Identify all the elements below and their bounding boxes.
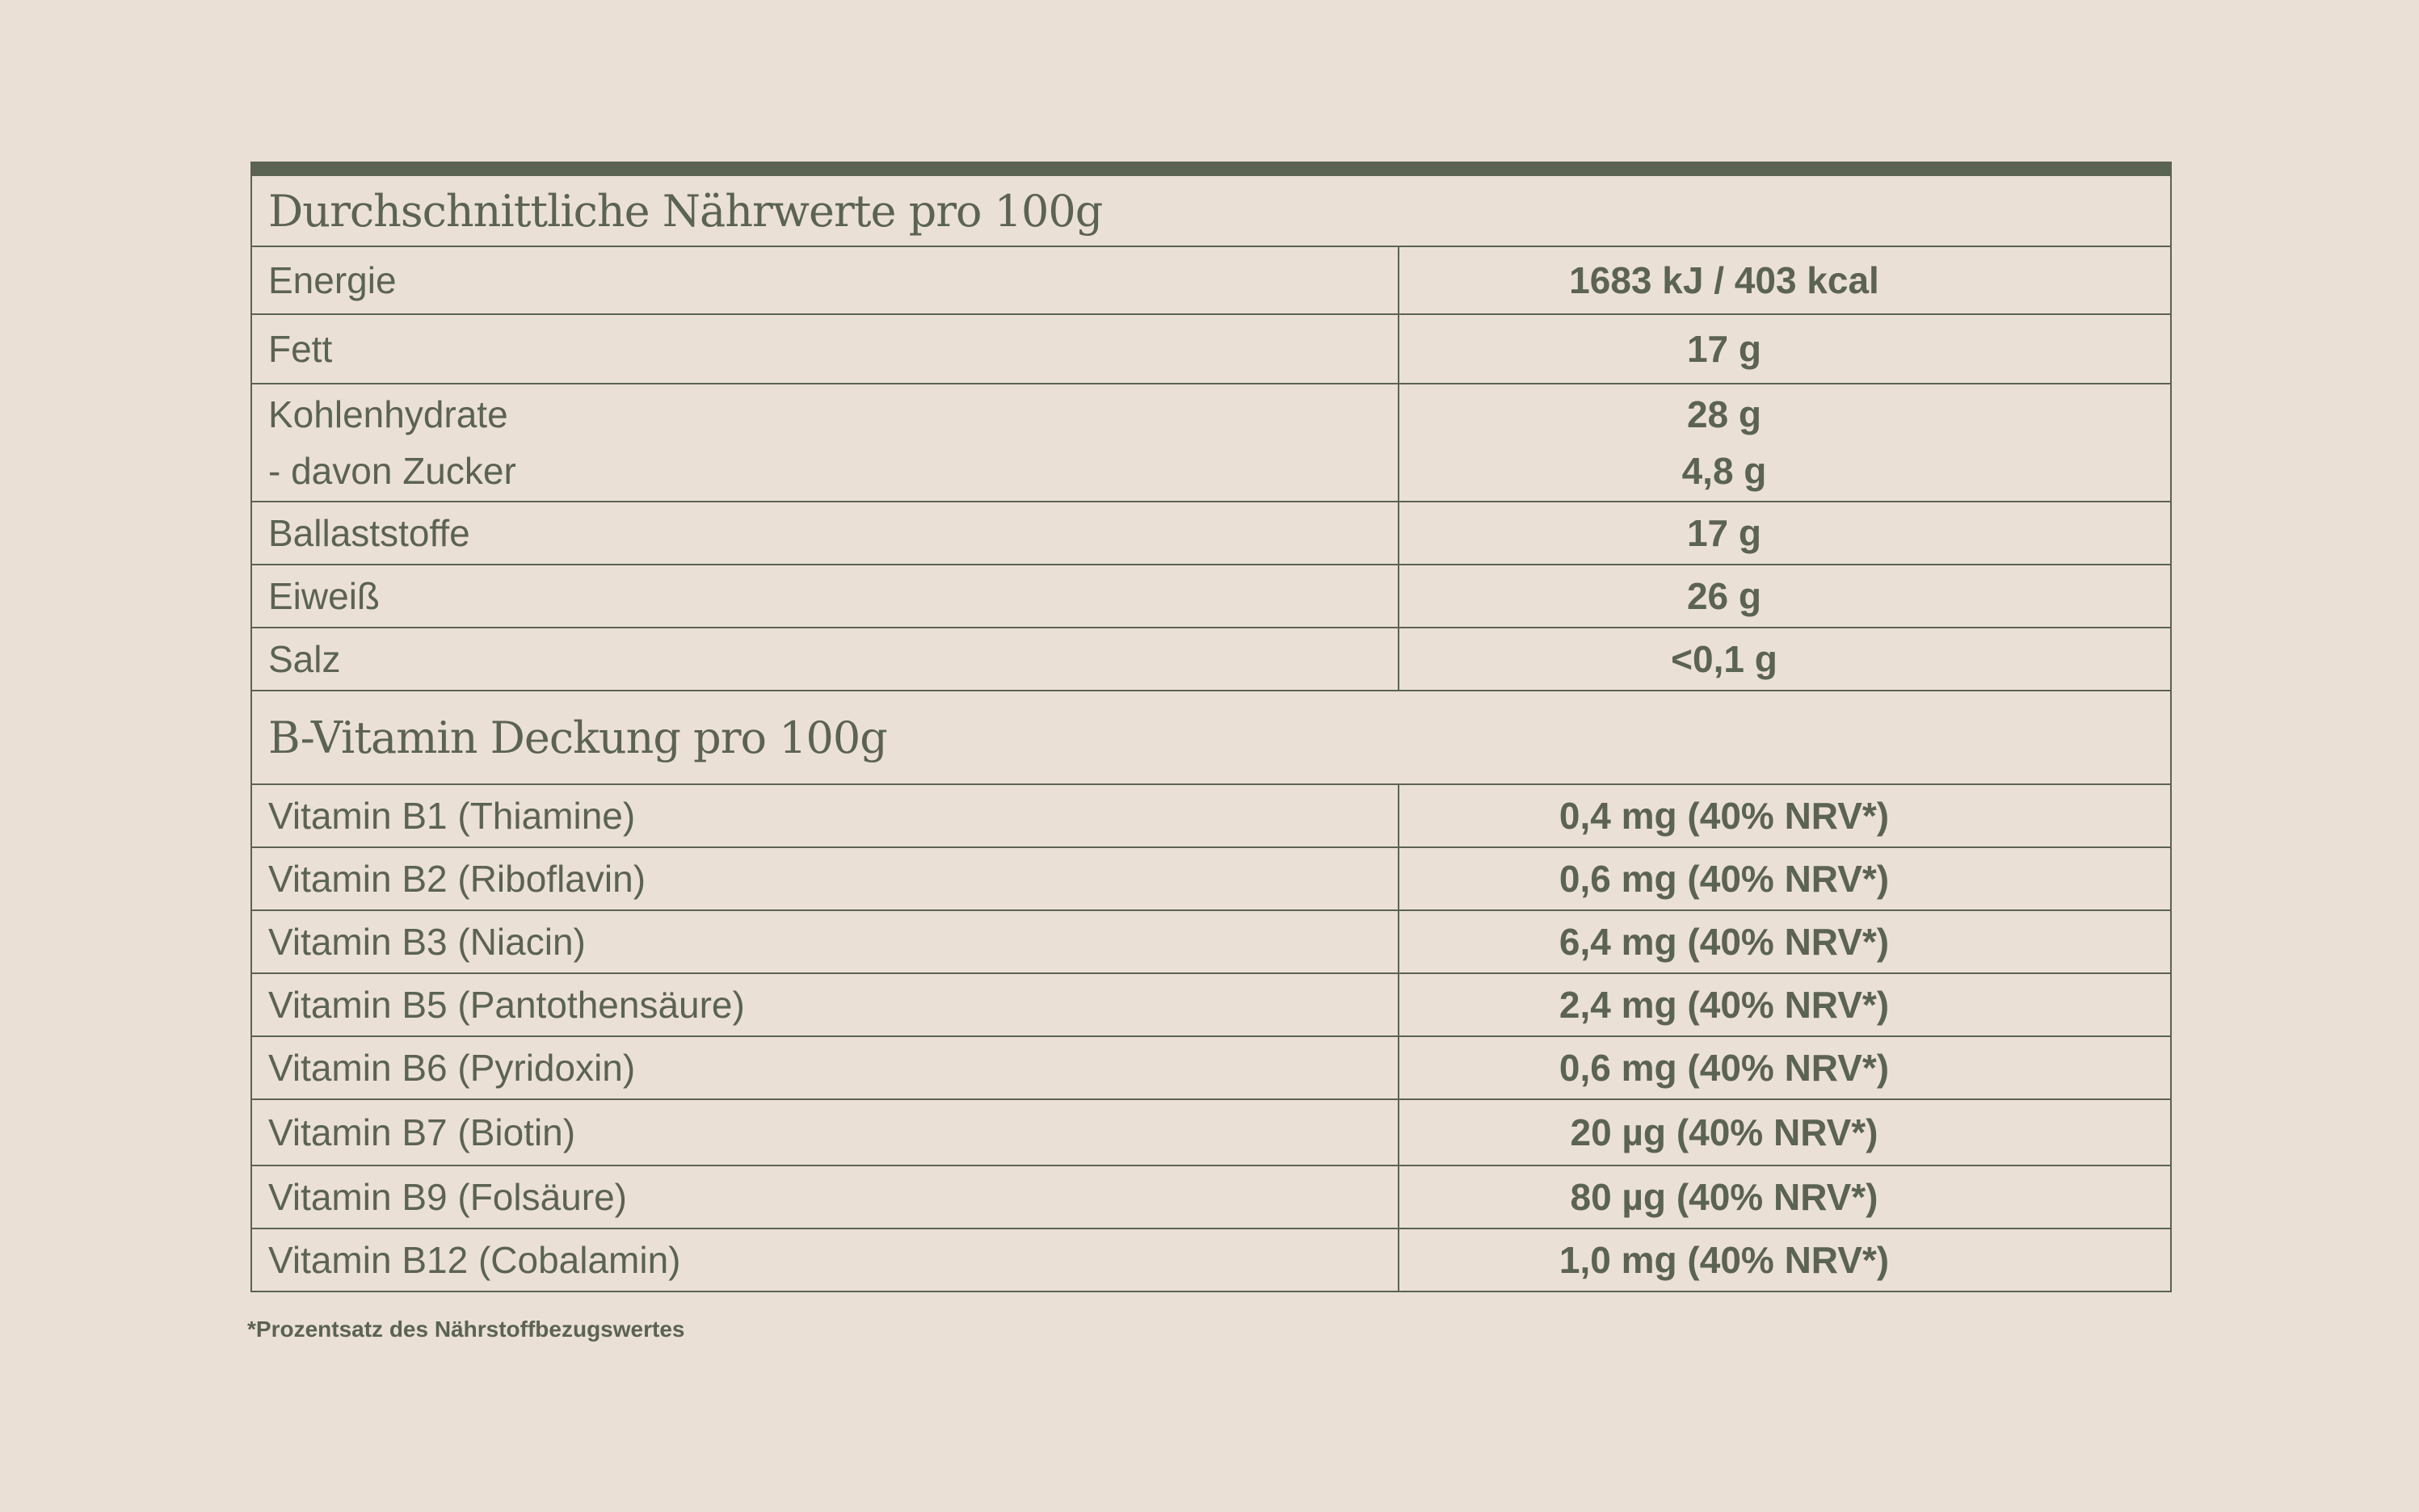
row-label: Vitamin B2 (Riboflavin)	[252, 848, 1399, 909]
row-label: Fett	[252, 315, 1399, 383]
row-value: 0,6 mg (40% NRV*)	[1559, 858, 1890, 900]
row-label-group	[252, 384, 1399, 501]
row-label: Vitamin B6 (Pyridoxin)	[252, 1037, 1399, 1098]
table-row	[252, 848, 2170, 911]
row-value: 6,4 mg (40% NRV*)	[1559, 921, 1890, 963]
table-row	[252, 315, 2170, 384]
row-value: 0,6 mg (40% NRV*)	[1559, 1047, 1890, 1089]
table-row	[252, 502, 2170, 565]
row-label: Salz	[252, 628, 1399, 690]
table-row	[252, 1166, 2170, 1229]
footnote: *Prozentsatz des Nährstoffbezugswertes	[247, 1317, 685, 1342]
table-row	[252, 1037, 2170, 1100]
nutrition-title: Durchschnittliche Nährwerte pro 100g	[252, 176, 2170, 247]
row-sub-label: - davon Zucker	[268, 450, 516, 492]
row-label: Vitamin B12 (Cobalamin)	[252, 1229, 1399, 1291]
row-value-group	[1399, 384, 2170, 501]
table-row	[252, 1229, 2170, 1291]
table-row	[252, 628, 2170, 691]
table-row	[252, 565, 2170, 628]
row-sub-value: 4,8 g	[1681, 450, 1767, 492]
nutrition-table	[250, 162, 2172, 1292]
row-value: 20 µg (40% NRV*)	[1570, 1111, 1878, 1153]
vitamins-title: B-Vitamin Deckung pro 100g	[252, 691, 2170, 785]
table-row	[252, 974, 2170, 1037]
row-value: 28 g	[1686, 393, 1762, 435]
table-row	[252, 247, 2170, 315]
table-row	[252, 911, 2170, 974]
row-value: 1683 kJ / 403 kcal	[1569, 259, 1879, 301]
row-label: Eiweiß	[252, 565, 1399, 627]
row-label: Ballaststoffe	[252, 502, 1399, 564]
table-row	[252, 384, 2170, 502]
row-label: Kohlenhydrate	[268, 393, 508, 435]
row-value: 26 g	[1686, 575, 1762, 617]
row-value: 17 g	[1686, 512, 1762, 554]
row-value: 0,4 mg (40% NRV*)	[1559, 795, 1890, 837]
row-label: Vitamin B3 (Niacin)	[252, 911, 1399, 972]
table-row	[252, 1100, 2170, 1166]
row-value: 80 µg (40% NRV*)	[1570, 1176, 1878, 1218]
row-label: Vitamin B1 (Thiamine)	[252, 785, 1399, 846]
row-label: Vitamin B7 (Biotin)	[252, 1100, 1399, 1165]
row-value: 1,0 mg (40% NRV*)	[1559, 1239, 1890, 1281]
row-label: Vitamin B5 (Pantothensäure)	[252, 974, 1399, 1035]
row-value: 17 g	[1686, 328, 1762, 370]
table-top-bar	[250, 162, 2172, 176]
table-row	[252, 785, 2170, 848]
row-label: Energie	[252, 247, 1399, 313]
row-value: 2,4 mg (40% NRV*)	[1559, 984, 1890, 1026]
row-label: Vitamin B9 (Folsäure)	[252, 1166, 1399, 1228]
row-value: <0,1 g	[1671, 638, 1777, 680]
